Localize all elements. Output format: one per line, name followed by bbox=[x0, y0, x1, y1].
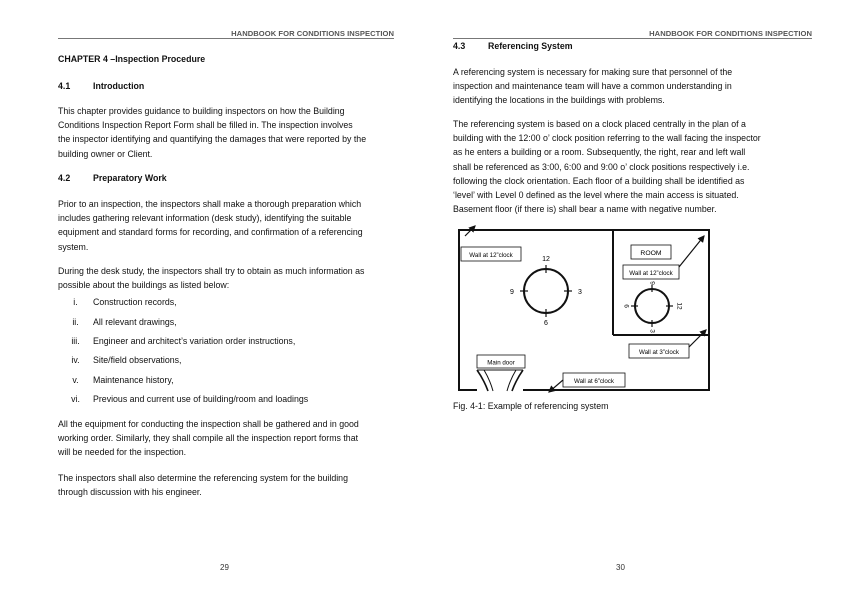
clock-label-9: 9 bbox=[510, 289, 514, 296]
clock-diagram-building bbox=[510, 256, 582, 327]
text-line: identifying the locations in the buildings with problems. bbox=[453, 95, 665, 106]
clock-label-3: 3 bbox=[648, 329, 656, 333]
list-item bbox=[58, 393, 308, 405]
section-number: 4.3 bbox=[453, 41, 466, 51]
clock-circle bbox=[635, 289, 669, 323]
text-line: inspection and maintenance team will have a common understanding in bbox=[453, 81, 732, 92]
list-item bbox=[58, 374, 174, 386]
intro-paragraph bbox=[58, 104, 394, 161]
section-title: Referencing System bbox=[488, 41, 573, 51]
referencing-paragraph bbox=[58, 471, 394, 499]
desk-study-paragraph bbox=[58, 264, 394, 292]
list-text: Site/field observations, bbox=[93, 355, 182, 365]
clock-label-3: 3 bbox=[578, 289, 582, 296]
list-text: Engineer and architect’s variation order instructions, bbox=[93, 336, 296, 346]
text-line: The referencing system is based on a clock placed centrally in the plan of a bbox=[453, 119, 746, 129]
text-line: Basement floor (if there is) shall bear a name with negative number. bbox=[453, 204, 717, 215]
text-line: The inspectors shall also determine the referencing system for the building bbox=[58, 473, 348, 483]
list-item bbox=[58, 335, 295, 347]
page-number: 29 bbox=[220, 563, 229, 572]
text-line: All the equipment for conducting the inspection shall be gathered and in good bbox=[58, 419, 359, 429]
list-item bbox=[58, 296, 177, 308]
label-wall-6: Wall at 6”clock bbox=[574, 378, 614, 385]
label-wall-12-right: Wall at 12”clock bbox=[629, 270, 673, 277]
label-wall-3: Wall at 3”clock bbox=[639, 349, 679, 356]
referencing-system-figure bbox=[453, 225, 723, 397]
section-number: 4.1 bbox=[58, 81, 71, 91]
text-line: equipment and standard forms for recording, and confirmation of a referencing bbox=[58, 227, 363, 238]
running-header-left: HANDBOOK FOR CONDITIONS INSPECTION bbox=[58, 29, 394, 39]
text-line: ‘level’ with Level 0 defined as the level where the main access is situated. bbox=[453, 190, 739, 201]
text-line: This chapter provides guidance to building inspectors on how the Building bbox=[58, 106, 345, 116]
clock-label-9: 9 bbox=[648, 281, 656, 285]
text-line: possible about the buildings as listed below: bbox=[58, 280, 230, 291]
list-text: Construction records, bbox=[93, 297, 177, 307]
arrow-wall-12-right bbox=[679, 236, 704, 267]
section-title: Introduction bbox=[93, 81, 145, 91]
label-wall-12-left: Wall at 12”clock bbox=[469, 252, 513, 259]
text-line: During the desk study, the inspectors shall try to obtain as much information as bbox=[58, 266, 365, 276]
text-line: building owner or Client. bbox=[58, 148, 153, 159]
section-title: Preparatory Work bbox=[93, 173, 167, 183]
section-heading-4-1 bbox=[58, 80, 144, 92]
clock-label-12: 12 bbox=[675, 302, 683, 310]
text-line: Conditions Inspection Report Form shall be filled in. The inspection involves bbox=[58, 120, 353, 131]
list-number: v. bbox=[72, 375, 79, 385]
clock-label-6: 6 bbox=[544, 320, 548, 327]
label-room: ROOM bbox=[640, 250, 662, 257]
text-line: shall be referenced as 3:00, 6:00 and 9:00 o’ clock positions respectively i.e. bbox=[453, 161, 750, 172]
main-door-symbol bbox=[477, 370, 523, 391]
section-heading-4-3 bbox=[453, 40, 573, 52]
clock-diagram-room bbox=[622, 281, 682, 333]
text-line: Prior to an inspection, the inspectors shall make a thorough preparation which bbox=[58, 199, 362, 209]
list-text: All relevant drawings, bbox=[93, 317, 177, 327]
right-page bbox=[423, 0, 846, 598]
figure-caption: Fig. 4-1: Example of referencing system bbox=[453, 401, 609, 411]
referencing-intro-paragraph bbox=[453, 65, 812, 108]
list-number: iii. bbox=[71, 336, 80, 346]
list-number: ii. bbox=[72, 317, 79, 327]
section-heading-4-2 bbox=[58, 172, 167, 184]
list-number: vi. bbox=[71, 394, 80, 404]
referencing-detail-paragraph bbox=[453, 117, 812, 216]
list-number: i. bbox=[73, 297, 78, 307]
chapter-title: CHAPTER 4 –Inspection Procedure bbox=[58, 54, 206, 64]
text-line: through discussion with his engineer. bbox=[58, 487, 202, 498]
label-main-door: Main door bbox=[487, 359, 515, 367]
running-header-right: HANDBOOK FOR CONDITIONS INSPECTION bbox=[453, 29, 812, 39]
text-line: following the clock orientation. Each floor of a building shall be identified as bbox=[453, 175, 745, 186]
section-number: 4.2 bbox=[58, 173, 71, 183]
text-line: system. bbox=[58, 241, 89, 252]
text-line: includes gathering relevant information (desk study), identifying the suitable bbox=[58, 213, 352, 224]
text-line: the inspector identifying and quantifying the damages that were reported by the bbox=[58, 134, 367, 145]
equipment-paragraph bbox=[58, 417, 394, 460]
list-number: iv. bbox=[71, 355, 80, 365]
page-number: 30 bbox=[616, 563, 625, 572]
preparation-paragraph bbox=[58, 197, 394, 254]
list-text: Maintenance history, bbox=[93, 375, 174, 385]
arrow-wall-3 bbox=[689, 330, 706, 347]
text-line: building with the 12:00 o’ clock position referring to the wall facing the inspector bbox=[453, 133, 761, 144]
clock-label-12: 12 bbox=[542, 256, 550, 263]
text-line: working order. Similarly, they shall compile all the inspection report forms that bbox=[58, 433, 359, 444]
clock-label-6: 6 bbox=[622, 304, 630, 308]
text-line: will be needed for the inspection. bbox=[58, 447, 187, 458]
list-item bbox=[58, 316, 177, 328]
clock-circle bbox=[524, 269, 568, 313]
text-line: A referencing system is necessary for making sure that personnel of the bbox=[453, 67, 733, 77]
list-item bbox=[58, 354, 182, 366]
list-text: Previous and current use of building/room and loadings bbox=[93, 394, 309, 404]
text-line: as he enters a building or a room. Subsequently, the right, rear and left wall bbox=[453, 147, 746, 158]
